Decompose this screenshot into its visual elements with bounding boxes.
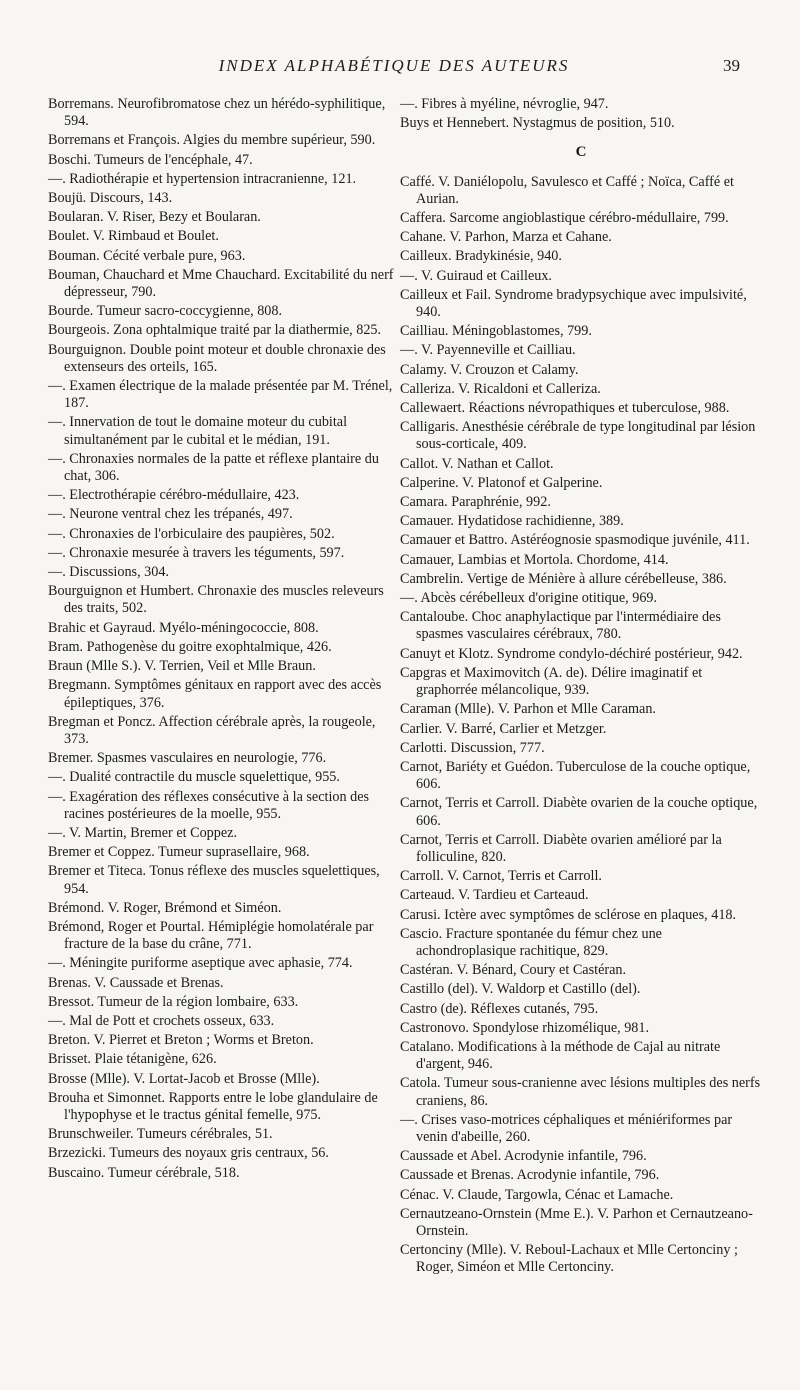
running-title: INDEX ALPHABÉTIQUE DES AUTEURS xyxy=(218,56,570,75)
index-entry: —. Méningite puriforme aseptique avec aphasie, 774. xyxy=(48,955,353,972)
index-entry: Buys et Hennebert. Nystagmus de position, 510. xyxy=(400,115,675,132)
index-entry: Canuyt et Klotz. Syndrome condylo-déchiré postérieur, 942. xyxy=(400,645,743,662)
index-entry: Brouha et Simonnet. Rapports entre le lobe glandulaire de l'hypophyse et le tractus génital femelle, 975. xyxy=(48,1089,378,1123)
index-entry: Brenas. V. Caussade et Brenas. xyxy=(48,974,224,991)
index-entry: Brosse (Mlle). V. Lortat-Jacob et Brosse (Mlle). xyxy=(48,1070,320,1087)
index-entry: Brémond. V. Roger, Brémond et Siméon. xyxy=(48,899,282,916)
index-entry: Caussade et Abel. Acrodynie infantile, 796. xyxy=(400,1148,647,1165)
index-entry: Brunschweiler. Tumeurs cérébrales, 51. xyxy=(48,1126,273,1143)
index-entry: Bourde. Tumeur sacro-coccygienne, 808. xyxy=(48,303,283,320)
index-entry: Castronovo. Spondylose rhizomélique, 981. xyxy=(400,1019,650,1036)
index-entry: Castillo (del). V. Waldorp et Castillo (del). xyxy=(400,981,641,998)
index-entry: Bourguignon et Humbert. Chronaxie des muscles releveurs des traits, 502. xyxy=(48,583,384,617)
index-entry: Carusi. Ictère avec symptômes de sclérose en plaques, 418. xyxy=(400,906,737,923)
index-entry: Caffé. V. Daniélopolu, Savulesco et Caffé ; Noïca, Caffé et Aurian. xyxy=(400,173,734,207)
index-entry: Caffera. Sarcome angioblastique cérébro-médullaire, 799. xyxy=(400,210,729,227)
index-entry: Boulet. V. Rimbaud et Boulet. xyxy=(48,228,219,245)
index-entry: —. Examen électrique de la malade présentée par M. Trénel, 187. xyxy=(48,378,393,412)
index-entry: Castéran. V. Bénard, Coury et Castéran. xyxy=(400,962,627,979)
index-entry: Cahane. V. Parhon, Marza et Cahane. xyxy=(400,229,612,246)
index-entry: Camauer, Lambias et Mortola. Chordome, 414. xyxy=(400,551,669,568)
index-entry: —. Electrothérapie cérébro-médullaire, 423. xyxy=(48,487,300,504)
index-entry: Camauer et Battro. Astéréognosie spasmodique juvénile, 411. xyxy=(400,532,750,549)
index-entry: —. Chronaxie mesurée à travers les téguments, 597. xyxy=(48,544,345,561)
index-entry: Bregmann. Symptômes génitaux en rapport avec des accès épileptiques, 376. xyxy=(48,677,382,711)
index-entry: Catola. Tumeur sous-cranienne avec lésions multiples des nerfs craniens, 86. xyxy=(400,1075,761,1109)
right-column xyxy=(400,96,762,1279)
index-entry: Bregman et Poncz. Affection cérébrale après, la rougeole, 373. xyxy=(48,713,376,747)
index-entry: Cascio. Fracture spontanée du fémur chez une achondroplasique rachitique, 829. xyxy=(400,925,662,959)
index-entry: Calleriza. V. Ricaldoni et Calleriza. xyxy=(400,380,601,397)
index-entry: Capgras et Maximovitch (A. de). Délire imaginatif et graphorrée mélancolique, 939. xyxy=(400,664,703,699)
index-entry: Certonciny (Mlle). V. Reboul-Lachaux et Mlle Certonciny ; Roger, Siméon et Mlle Certonciny. xyxy=(400,1242,738,1276)
index-entry: —. Crises vaso-motrices céphaliques et méniériformes par venin d'abeille, 260. xyxy=(400,1111,733,1145)
index-entry: —. Mal de Pott et crochets osseux, 633. xyxy=(48,1012,275,1029)
index-entry: Borremans. Neurofibromatose chez un hérédo-syphilitique, 594. xyxy=(48,96,386,130)
index-entry: Cailliau. Méningoblastomes, 799. xyxy=(400,323,592,340)
index-entry: Cailleux. Bradykinésie, 940. xyxy=(400,248,562,265)
index-entry: Brémond, Roger et Pourtal. Hémiplégie homolatérale par fracture de la base du crâne, 771. xyxy=(48,918,374,953)
index-entry: Calperine. V. Platonof et Galperine. xyxy=(400,474,603,491)
index-entry: Boschi. Tumeurs de l'encéphale, 47. xyxy=(48,151,253,168)
index-entry: Cantaloube. Choc anaphylactique par l'intermédiaire des spasmes vasculaires cérébraux, 780. xyxy=(400,609,721,643)
index-entry: Boujü. Discours, 143. xyxy=(48,190,173,207)
index-entry: Camauer. Hydatidose rachidienne, 389. xyxy=(400,513,624,530)
index-entry: Brisset. Plaie tétanigène, 626. xyxy=(48,1051,217,1068)
page-number: 39 xyxy=(723,56,740,75)
index-entry: —. Dualité contractile du muscle squelettique, 955. xyxy=(48,769,340,786)
index-entry: Bourguignon. Double point moteur et double chronaxie des extenseurs des orteils, 165. xyxy=(48,341,386,375)
page-header xyxy=(48,56,740,84)
index-entry: Carnot, Bariéty et Guédon. Tuberculose de la couche optique, 606. xyxy=(400,758,751,793)
right-column-continuation xyxy=(400,96,762,132)
index-entry: Bouman, Chauchard et Mme Chauchard. Excitabilité du nerf dépresseur, 790. xyxy=(48,266,394,301)
index-entry: Bram. Pathogenèse du goitre exophtalmique, 426. xyxy=(48,638,332,655)
index-entry: Carlier. V. Barré, Carlier et Metzger. xyxy=(400,720,607,737)
index-entry: Carlotti. Discussion, 777. xyxy=(400,739,545,756)
index-entry: Callewaert. Réactions névropathiques et tuberculose, 988. xyxy=(400,400,730,417)
index-entry: Breton. V. Pierret et Breton ; Worms et Breton. xyxy=(48,1032,314,1049)
left-column xyxy=(48,96,398,1184)
index-entry: Catalano. Modifications à la méthode de Cajal au nitrate d'argent, 946. xyxy=(400,1038,721,1073)
index-entry: Bremer et Titeca. Tonus réflexe des muscles squelettiques, 954. xyxy=(48,863,380,897)
index-entry: Borremans et François. Algies du membre supérieur, 590. xyxy=(48,132,376,149)
index-entry: —. Radiothérapie et hypertension intracranienne, 121. xyxy=(48,170,357,187)
index-entry: —. Fibres à myéline, névroglie, 947. xyxy=(400,96,609,112)
index-entry: Camara. Paraphrénie, 992. xyxy=(400,494,551,511)
index-entry: Cambrelin. Vertige de Ménière à allure cérébelleuse, 386. xyxy=(400,570,727,587)
index-entry: Braun (Mlle S.). V. Terrien, Veil et Mlle Braun. xyxy=(48,658,316,675)
index-entry: Brahic et Gayraud. Myélo-méningococcie, 808. xyxy=(48,619,319,636)
index-entry: Bremer. Spasmes vasculaires en neurologie, 776. xyxy=(48,750,327,767)
index-entry: —. V. Guiraud et Cailleux. xyxy=(400,267,552,284)
index-entry: Castro (de). Réflexes cutanés, 795. xyxy=(400,1000,599,1017)
index-entry: Carteaud. V. Tardieu et Carteaud. xyxy=(400,887,589,904)
index-entry: Boularan. V. Riser, Bezy et Boularan. xyxy=(48,209,261,226)
index-entry: Caraman (Mlle). V. Parhon et Mlle Caraman. xyxy=(400,701,656,718)
index-entry: Calligaris. Anesthésie cérébrale de type longitudinal par lésion sous-corticale, 409. xyxy=(400,419,756,453)
index-entry: Buscaino. Tumeur cérébrale, 518. xyxy=(48,1164,240,1181)
index-entry: —. V. Martin, Bremer et Coppez. xyxy=(48,824,238,841)
index-entry: Caussade et Brenas. Acrodynie infantile, 796. xyxy=(400,1167,660,1184)
index-entry: —. Discussions, 304. xyxy=(48,564,169,581)
section-letter-c: C xyxy=(575,144,587,161)
index-entry: Carnot, Terris et Carroll. Diabète ovarien amélioré par la folliculine, 820. xyxy=(400,831,722,865)
index-entry: Carnot, Terris et Carroll. Diabète ovarien de la couche optique, 606. xyxy=(400,795,758,829)
index-entry: —. Chronaxies normales de la patte et réflexe plantaire du chat, 306. xyxy=(48,450,379,485)
index-entry: —. Exagération des réflexes consécutive à la section des racines postérieures de la moelle, 955. xyxy=(48,788,370,822)
index-entry: Bourgeois. Zona ophtalmique traité par la diathermie, 825. xyxy=(48,322,382,339)
index-entry: Bressot. Tumeur de la région lombaire, 633. xyxy=(48,993,299,1010)
index-entry: Cénac. V. Claude, Targowla, Cénac et Lamache. xyxy=(400,1186,674,1203)
index-entry: —. Innervation de tout le domaine moteur du cubital simultanément par le cubital et le médian, 191. xyxy=(48,414,348,448)
index-entry: Cailleux et Fail. Syndrome bradypsychique avec impulsivité, 940. xyxy=(400,286,747,321)
index-entry: Cernautzeano-Ornstein (Mme E.). V. Parhon et Cernautzeano-Ornstein. xyxy=(400,1205,753,1239)
index-entry: Calamy. V. Crouzon et Calamy. xyxy=(400,361,579,378)
index-entry: —. Abcès cérébelleux d'origine otitique, 969. xyxy=(400,590,658,607)
index-entry: Bouman. Cécité verbale pure, 963. xyxy=(48,247,246,264)
index-entry: —. Chronaxies de l'orbiculaire des paupières, 502. xyxy=(48,525,335,542)
index-entry: Bremer et Coppez. Tumeur suprasellaire, 968. xyxy=(48,844,310,861)
index-entry: Callot. V. Nathan et Callot. xyxy=(400,455,554,472)
index-entry: Carroll. V. Carnot, Terris et Carroll. xyxy=(400,868,602,885)
section-c-entries xyxy=(400,174,762,1277)
index-entry: Brzezicki. Tumeurs des noyaux gris centraux, 56. xyxy=(48,1145,329,1162)
index-entry: —. Neurone ventral chez les trépanés, 497. xyxy=(48,506,293,523)
index-entry: —. V. Payenneville et Cailliau. xyxy=(400,342,576,359)
